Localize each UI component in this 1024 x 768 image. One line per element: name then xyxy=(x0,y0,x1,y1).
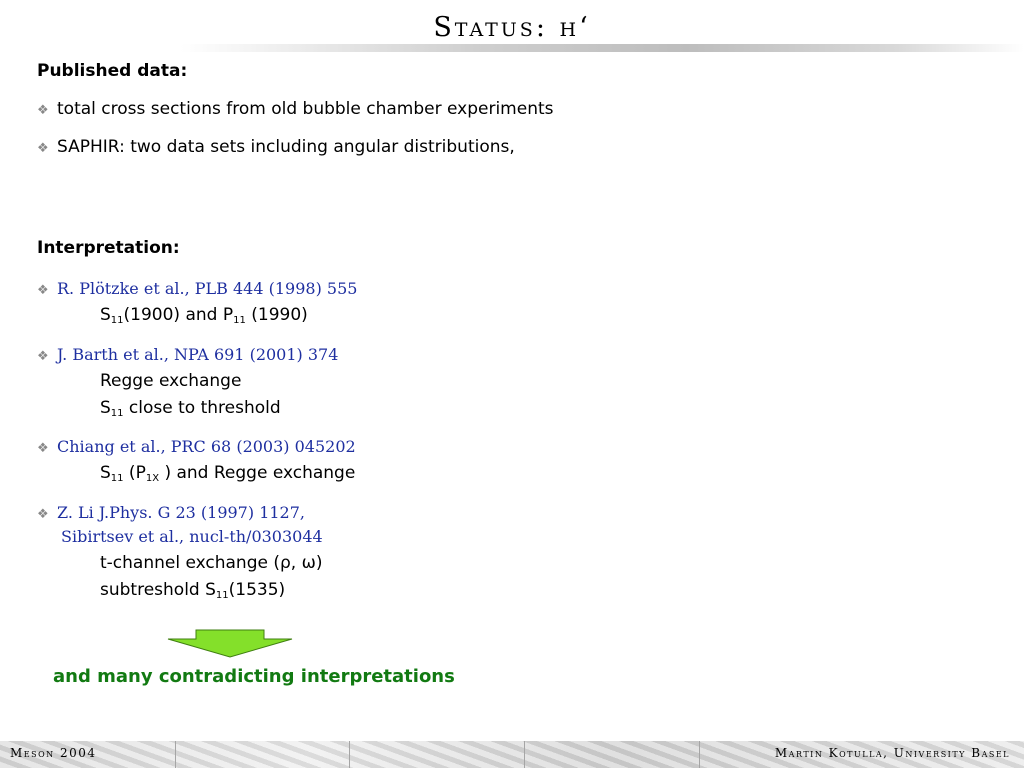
reference-detail: $S_{11}$ ($P_{1X}$ ) and Regge exchange xyxy=(100,463,356,484)
down-arrow-icon xyxy=(166,629,296,659)
reference-citation: Z. Li J.Phys. G 23 (1997) 1127, xyxy=(57,503,305,522)
diamond-bullet-icon: ❖ xyxy=(37,507,49,522)
diamond-bullet-icon: ❖ xyxy=(37,103,49,118)
reference-detail: Regge exchange xyxy=(100,371,242,391)
diamond-bullet-icon: ❖ xyxy=(37,141,49,156)
published-heading: Published data: xyxy=(37,61,188,81)
reference-item xyxy=(37,503,305,525)
diamond-bullet-icon: ❖ xyxy=(37,283,49,298)
reference-detail: $S_{11}(1900)$ and $P_{11}$ (1990) xyxy=(100,305,308,326)
reference-detail: subtreshold $S_{11}(1535)$ xyxy=(100,580,286,601)
title-underline xyxy=(180,44,1024,52)
published-item xyxy=(37,137,515,159)
footer-author: Martin Kotulla, University Basel xyxy=(774,746,1010,760)
reference-citation: R. Plötzke et al., PLB 444 (1998) 555 xyxy=(57,279,358,298)
reference-item xyxy=(37,437,356,459)
footer-divider xyxy=(349,741,350,768)
published-item-text: SAPHIR: two data sets including angular distributions, xyxy=(57,137,515,157)
reference-citation-continued: Sibirtsev et al., nucl-th/0303044 xyxy=(61,527,323,546)
footer-divider xyxy=(699,741,700,768)
footer-divider xyxy=(175,741,176,768)
diamond-bullet-icon: ❖ xyxy=(37,441,49,456)
interpretation-heading: Interpretation: xyxy=(37,238,180,258)
footer-bar xyxy=(0,741,1024,768)
reference-detail: t-channel exchange (ρ, ω) xyxy=(100,553,323,573)
diamond-bullet-icon: ❖ xyxy=(37,349,49,364)
reference-detail: $S_{11}$ close to threshold xyxy=(100,398,281,419)
published-item xyxy=(37,99,554,121)
reference-item xyxy=(37,279,357,301)
reference-citation: Chiang et al., PRC 68 (2003) 045202 xyxy=(57,437,356,456)
footer-divider xyxy=(524,741,525,768)
conclusion-text: and many contradicting interpretations xyxy=(53,666,455,687)
reference-citation: J. Barth et al., NPA 691 (2001) 374 xyxy=(57,345,339,364)
published-item-text: total cross sections from old bubble chamber experiments xyxy=(57,99,554,119)
reference-item xyxy=(37,345,338,367)
slide-title: Status: η‘ xyxy=(433,12,591,43)
footer-event: Meson 2004 xyxy=(10,746,97,760)
